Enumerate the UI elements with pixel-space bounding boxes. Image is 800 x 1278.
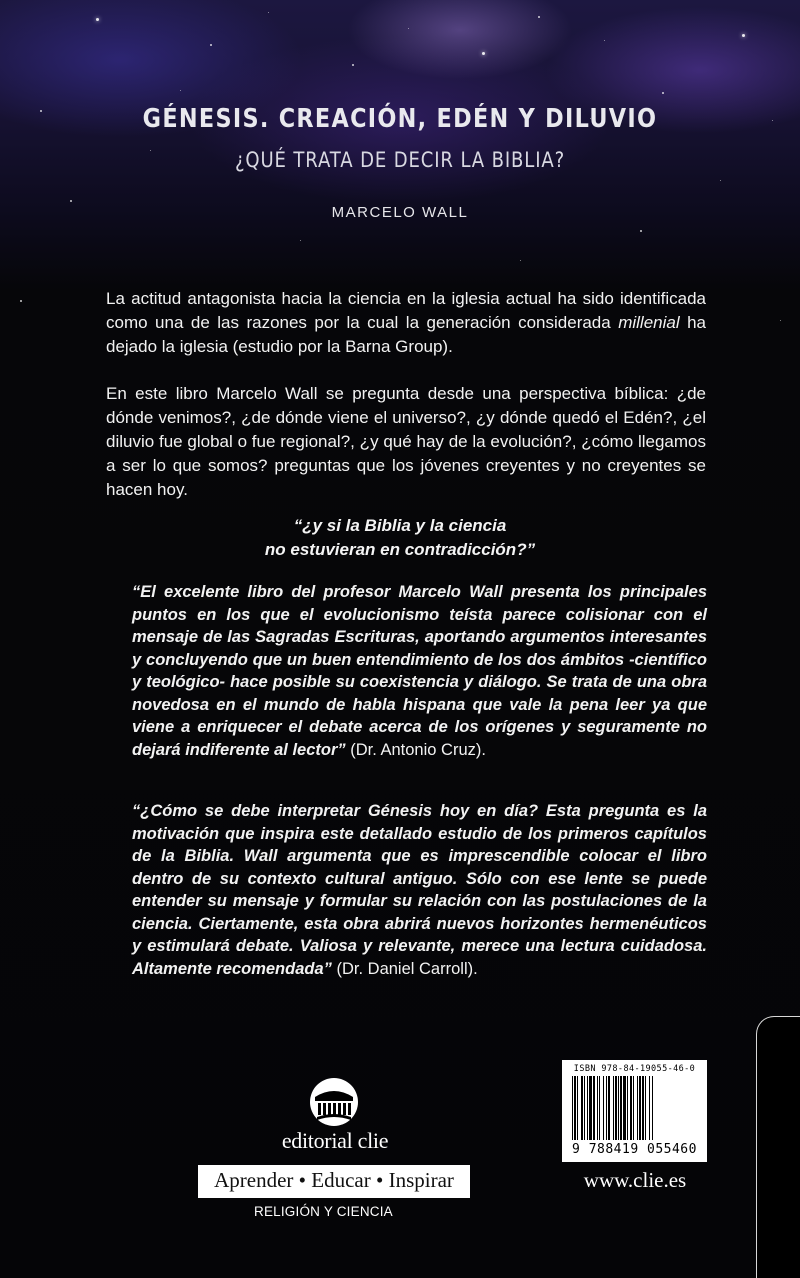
isbn-barcode-block bbox=[562, 1060, 707, 1162]
intro-text-italic: millenial bbox=[618, 313, 680, 332]
quote-2-attribution: (Dr. Daniel Carroll). bbox=[331, 959, 478, 978]
barcode-icon bbox=[570, 1076, 699, 1140]
publisher-logo-icon bbox=[309, 1077, 359, 1127]
quote-1-attribution: (Dr. Antonio Cruz). bbox=[345, 740, 486, 759]
publisher-website[interactable]: www.clie.es bbox=[583, 1168, 687, 1192]
quote-1-text: “El excelente libro del profesor Marcelo Wall presenta los principales puntos en los que el evolucionismo teísta parece colisionar con el mensaje de las Sagradas Escrituras, aportando argumentos interesantes y concluyendo que un buen entendimiento de los dos ámbitos -científico y teológico- hace posible su coexistencia y diálogo. Se trata de una obra novedosa en el mundo de habla hispana que vale la pena leer ya que viene a enriquecer el debate acerca de los orígenes y seguramente no dejará indiferente al lector” bbox=[132, 583, 707, 759]
slogan-bar bbox=[198, 1165, 470, 1198]
book-title: GÉNESIS. CREACIÓN, EDÉN Y DILUVIO bbox=[142, 104, 658, 134]
barcode-number: 9 788419 055460 bbox=[572, 1142, 697, 1157]
questions-paragraph: En este libro Marcelo Wall se pregunta desde una perspectiva bíblica: ¿de dónde venimos?, ¿de dónde viene el universo?, ¿y dónde quedó el Edén?, ¿el diluvio fue global o fue regional?, ¿y qué hay de la evolución?, ¿cómo llegamos a ser lo que somos? preguntas que los jóvenes creyentes y no creyentes se hacen hoy. bbox=[106, 384, 706, 499]
publisher-name: editorial clie bbox=[281, 1128, 389, 1153]
hook-line-2: no estuvieran en contradicción?” bbox=[264, 540, 536, 559]
endorsement-quote-1 bbox=[132, 581, 707, 761]
isbn-label: ISBN 978-84-19055-46-0 bbox=[573, 1064, 696, 1074]
endorsement-quote-2 bbox=[132, 800, 707, 980]
hook-question bbox=[0, 514, 800, 562]
intro-paragraph bbox=[106, 287, 706, 359]
hook-line-1: “¿y si la Biblia y la ciencia bbox=[293, 516, 507, 535]
publisher-slogan: Aprender • Educar • Inspirar bbox=[214, 1168, 454, 1192]
intro-text-start: La actitud antagonista hacia la ciencia en la iglesia actual ha sido identificada como una de las razones por la cual la generación considerada bbox=[106, 289, 706, 332]
quote-2-text: “¿Cómo se debe interpretar Génesis hoy en día? Esta pregunta es la motivación que inspira este detallado estudio de los primeros capítulos de la Biblia. Wall argumenta que es imprescendible colocar el libro dentro de su contexto cultural antiguo. Sólo con ese lente se puede entender su mensaje y formular su relación con las postulaciones de la ciencia. Ciertamente, esta obra abrirá nuevos horizontes hermenéuticos y estimulará debate. Valiosa y relevante, merece una lectura cuidadosa. Altamente recomendada” bbox=[132, 802, 707, 978]
book-subtitle: ¿QUÉ TRATA DE DECIR LA BIBLIA? bbox=[234, 148, 566, 172]
book-category: RELIGIÓN Y CIENCIA bbox=[254, 1204, 393, 1219]
spine-edge bbox=[756, 1016, 800, 1278]
author-name: MARCELO WALL bbox=[331, 204, 469, 221]
intro-text-end: ha dejado la iglesia (estudio por la Barna Group). bbox=[106, 313, 707, 356]
